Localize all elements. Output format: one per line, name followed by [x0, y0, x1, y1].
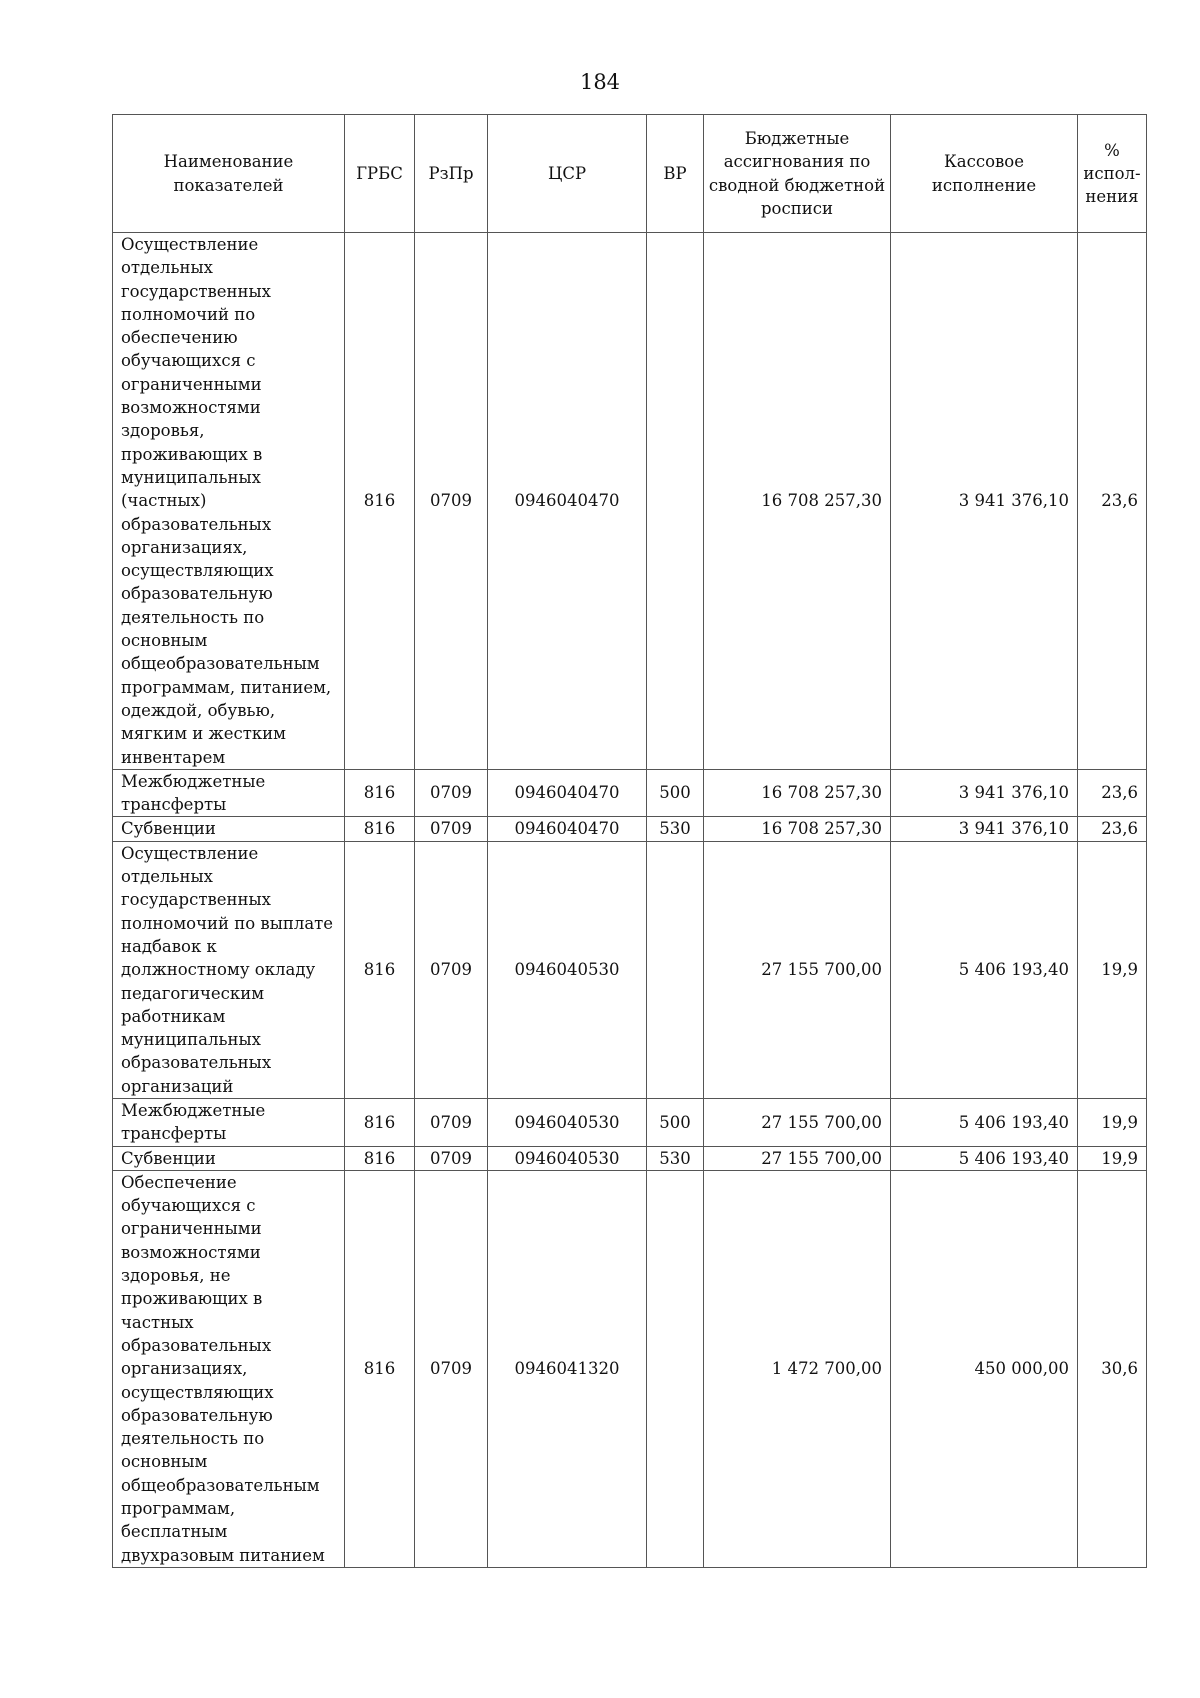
- cell-cash-execution: 3 941 376,10: [891, 233, 1078, 770]
- cell-percent-execution: 19,9: [1078, 841, 1147, 1098]
- cell-percent-execution: 19,9: [1078, 1146, 1147, 1170]
- cell-cash-execution: 3 941 376,10: [891, 817, 1078, 841]
- cell-vr: [647, 1170, 704, 1567]
- cell-assignments: 1 472 700,00: [704, 1170, 891, 1567]
- cell-name: Обеспечение обучающихся с ограниченными возможностями здоровья, не проживающих в частных образовательных организациях, осуществляющих образовательную деятельность по основным общеобразовательным программам, бесплатным двухразовым питанием: [113, 1170, 345, 1567]
- cell-name: Межбюджетные трансферты: [113, 1098, 345, 1146]
- cell-name: Осуществление отдельных государственных полномочий по обеспечению обучающихся с ограниченными возможностями здоровья, проживающих в муниципальных (частных) образовательных организациях, осуществляющих образовательную деятельность по основным общеобразовательным программам, питанием, одеждой, обувью, мягким и жестким инвентарем: [113, 233, 345, 770]
- cell-vr: 530: [647, 817, 704, 841]
- header-grbs: ГРБС: [345, 115, 415, 233]
- cell-grbs: 816: [345, 769, 415, 817]
- cell-name: Субвенции: [113, 817, 345, 841]
- header-name: Наименование показателей: [113, 115, 345, 233]
- table-row: [113, 1170, 1147, 1567]
- cell-rzpr: 0709: [415, 1170, 488, 1567]
- table-row: [113, 233, 1147, 770]
- cell-grbs: 816: [345, 1098, 415, 1146]
- header-csr: ЦСР: [488, 115, 647, 233]
- cell-percent-execution: 23,6: [1078, 817, 1147, 841]
- cell-csr: 0946040470: [488, 817, 647, 841]
- page-number: 184: [579, 70, 621, 94]
- header-cash-execution: Кассовое исполнение: [891, 115, 1078, 233]
- budget-execution-table: [112, 114, 1147, 1568]
- cell-rzpr: 0709: [415, 233, 488, 770]
- header-rzpr: РзПр: [415, 115, 488, 233]
- cell-percent-execution: 19,9: [1078, 1098, 1147, 1146]
- cell-assignments: 27 155 700,00: [704, 1098, 891, 1146]
- cell-csr: 0946040530: [488, 1146, 647, 1170]
- cell-vr: 530: [647, 1146, 704, 1170]
- cell-cash-execution: 5 406 193,40: [891, 1146, 1078, 1170]
- cell-grbs: 816: [345, 817, 415, 841]
- cell-rzpr: 0709: [415, 841, 488, 1098]
- cell-name: Субвенции: [113, 1146, 345, 1170]
- cell-csr: 0946040530: [488, 1098, 647, 1146]
- cell-vr: 500: [647, 1098, 704, 1146]
- cell-assignments: 16 708 257,30: [704, 769, 891, 817]
- cell-csr: 0946040470: [488, 769, 647, 817]
- cell-vr: [647, 233, 704, 770]
- cell-name: Осуществление отдельных государственных полномочий по выплате надбавок к должностному окладу педагогическим работникам муниципальных образовательных организаций: [113, 841, 345, 1098]
- table-row: [113, 1146, 1147, 1170]
- table-row: [113, 769, 1147, 817]
- cell-assignments: 16 708 257,30: [704, 233, 891, 770]
- cell-vr: [647, 841, 704, 1098]
- cell-csr: 0946040530: [488, 841, 647, 1098]
- cell-rzpr: 0709: [415, 817, 488, 841]
- cell-csr: 0946041320: [488, 1170, 647, 1567]
- cell-assignments: 27 155 700,00: [704, 841, 891, 1098]
- cell-cash-execution: 5 406 193,40: [891, 841, 1078, 1098]
- cell-cash-execution: 450 000,00: [891, 1170, 1078, 1567]
- cell-name: Межбюджетные трансферты: [113, 769, 345, 817]
- cell-assignments: 27 155 700,00: [704, 1146, 891, 1170]
- cell-percent-execution: 30,6: [1078, 1170, 1147, 1567]
- cell-rzpr: 0709: [415, 1146, 488, 1170]
- cell-percent-execution: 23,6: [1078, 769, 1147, 817]
- header-vr: ВР: [647, 115, 704, 233]
- header-percent-execution: % испол-нения: [1078, 115, 1147, 233]
- header-assignments: Бюджетные ассигнования по сводной бюджетной росписи: [704, 115, 891, 233]
- cell-grbs: 816: [345, 1170, 415, 1567]
- table-row: [113, 841, 1147, 1098]
- cell-grbs: 816: [345, 841, 415, 1098]
- cell-grbs: 816: [345, 233, 415, 770]
- cell-cash-execution: 5 406 193,40: [891, 1098, 1078, 1146]
- cell-vr: 500: [647, 769, 704, 817]
- cell-rzpr: 0709: [415, 769, 488, 817]
- cell-grbs: 816: [345, 1146, 415, 1170]
- table-row: [113, 817, 1147, 841]
- table-header-row: [113, 115, 1147, 233]
- cell-percent-execution: 23,6: [1078, 233, 1147, 770]
- cell-assignments: 16 708 257,30: [704, 817, 891, 841]
- table-row: [113, 1098, 1147, 1146]
- cell-csr: 0946040470: [488, 233, 647, 770]
- cell-rzpr: 0709: [415, 1098, 488, 1146]
- cell-cash-execution: 3 941 376,10: [891, 769, 1078, 817]
